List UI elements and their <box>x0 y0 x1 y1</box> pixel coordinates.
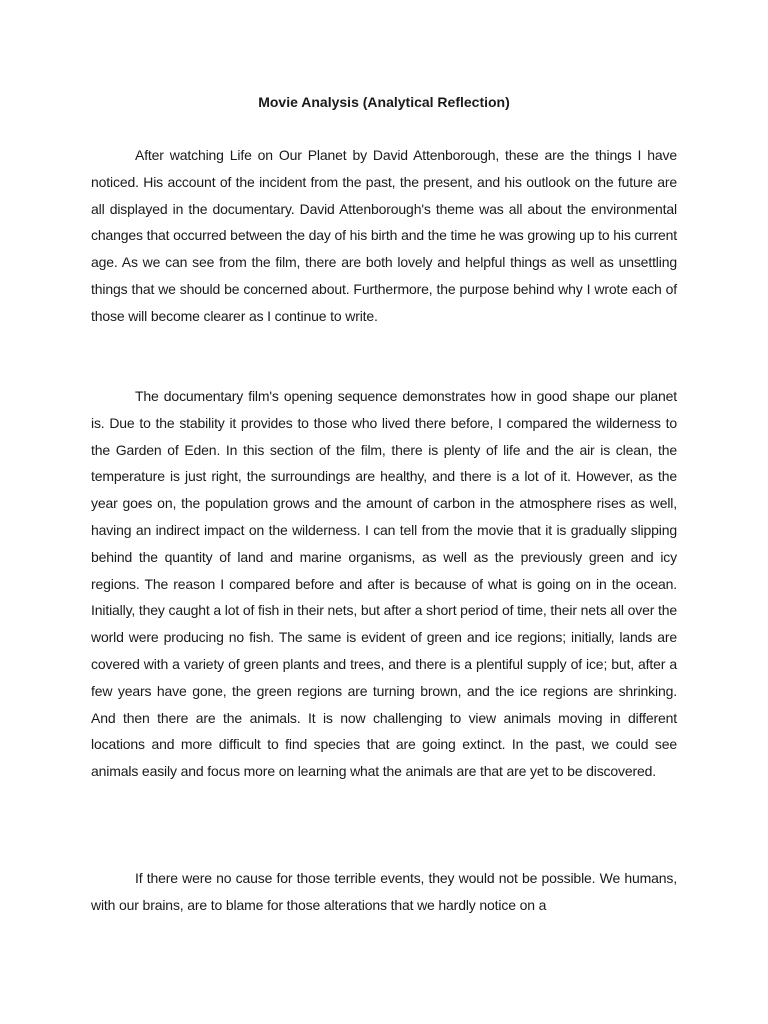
paragraph-2: The documentary film's opening sequence demonstrates how in good shape our planet is. Due to the stability it provides to those who lived there before, I compared the wilderness to the Garden of Eden. In this section of the film, there is plenty of life and the air is clean, the temperature is just right, the surroundings are healthy, and there is a lot of it. However, as the year goes on, the population grows and the amount of carbon in the atmosphere rises as well, having an indirect impact on the wilderness. I can tell from the movie that it is gradually slipping behind the quantity of land and marine organisms, as well as the previously green and icy regions. The reason I compared before and after is because of what is going on in the ocean. Initially, they caught a lot of fish in their nets, but after a short period of time, their nets all over the world were producing no fish. The same is evident of green and ice regions; initially, lands are covered with a variety of green plants and trees, and there is a plentiful supply of ice; but, after a few years have gone, the green regions are turning brown, and the ice regions are shrinking. And then there are the animals. It is now challenging to view animals moving in different locations and more difficult to find species that are going extinct. In the past, we could see animals easily and focus more on learning what the animals are that are yet to be discovered. <box>91 388 677 780</box>
paragraph-1: After watching Life on Our Planet by David Attenborough, these are the things I have noticed. His account of the incident from the past, the present, and his outlook on the future are all displayed in the documentary. David Attenborough's theme was all about the environmental changes that occurred between the day of his birth and the time he was growing up to his current age. As we can see from the film, there are both lovely and helpful things as well as unsettling things that we should be concerned about. Furthermore, the purpose behind why I wrote each of those will become clearer as I continue to write. <box>91 147 677 324</box>
document-title: Movie Analysis (Analytical Reflection) <box>258 94 510 110</box>
paragraph-3: If there were no cause for those terrible events, they would not be possible. We humans, with our brains, are to blame for those alterations that we hardly notice on a <box>91 870 677 913</box>
